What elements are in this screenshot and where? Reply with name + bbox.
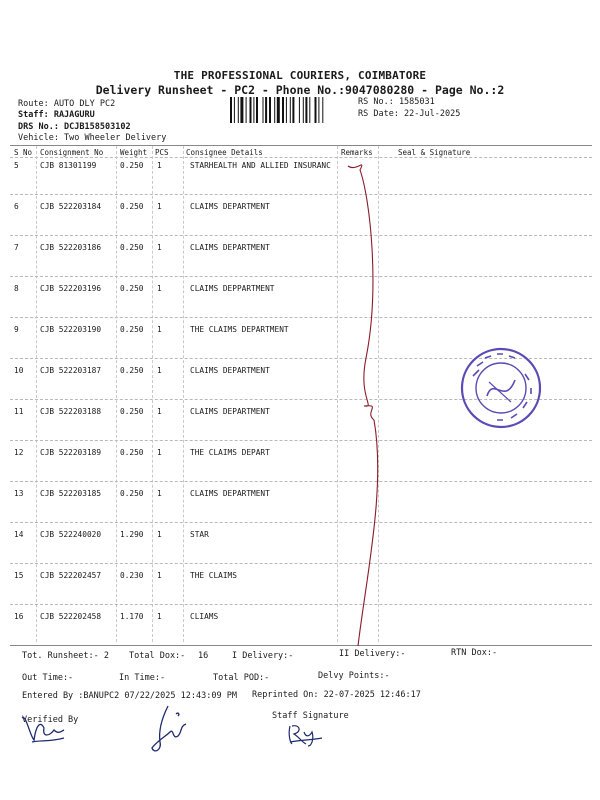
cell-pcs: 1 xyxy=(157,161,162,170)
table-row xyxy=(0,530,600,570)
staff-signature-label: Staff Signature xyxy=(272,711,349,721)
cell-sno: 16 xyxy=(14,612,24,621)
cell-consignee: STARHEALTH AND ALLIED INSURANC xyxy=(190,161,331,170)
verifier-signature xyxy=(20,712,68,746)
route-label: Route: AUTO DLY PC2 xyxy=(18,99,116,109)
table-row xyxy=(0,202,600,242)
cell-weight: 0.250 xyxy=(120,161,144,170)
cell-consignment-no: CJB 522203188 xyxy=(40,407,102,416)
vehicle-label: Vehicle: Two Wheeler Delivery xyxy=(18,133,167,143)
row-divider xyxy=(10,481,592,482)
cell-consignment-no: CJB 522203190 xyxy=(40,325,102,334)
cell-weight: 0.250 xyxy=(120,243,144,252)
cell-weight: 0.250 xyxy=(120,407,144,416)
cell-weight: 0.250 xyxy=(120,202,144,211)
col-header-consignment: Consignment No xyxy=(40,148,104,157)
entered-by: Entered By :BANUPC2 07/22/2025 12:43:09 PM xyxy=(22,691,237,701)
cell-consignee: THE CLAIMS DEPARTMENT xyxy=(190,325,289,334)
row-divider xyxy=(10,604,592,605)
cell-consignment-no: CJB 522203185 xyxy=(40,489,102,498)
verified-by-label: Verified By xyxy=(22,715,79,725)
cell-consignee: CLAIMS DEPARTMENT xyxy=(190,407,270,416)
cell-pcs: 1 xyxy=(157,571,162,580)
remarks-bracket-mark xyxy=(336,158,388,658)
cell-sno: 8 xyxy=(14,284,19,293)
cell-consignee: CLAIMS DEPPARTMENT xyxy=(190,284,275,293)
rs-date: RS Date: 22-Jul-2025 xyxy=(358,109,461,119)
cell-sno: 11 xyxy=(14,407,24,416)
rs-number: RS No.: 1585031 xyxy=(358,97,435,107)
cell-pcs: 1 xyxy=(157,202,162,211)
table-bottom-rule xyxy=(10,645,592,646)
cell-pcs: 1 xyxy=(157,407,162,416)
cell-consignee: THE CLAIMS xyxy=(190,571,237,580)
col-header-remarks: Remarks xyxy=(341,148,373,157)
cell-pcs: 1 xyxy=(157,243,162,252)
table-row xyxy=(0,489,600,529)
cell-consignee: CLAIMS DEPARTMENT xyxy=(190,202,270,211)
col-header-consignee: Consignee Details xyxy=(186,148,263,157)
col-header-sno: S No xyxy=(14,148,33,157)
cell-consignment-no: CJB 522203184 xyxy=(40,202,102,211)
total-dox-value: 16 xyxy=(198,651,209,661)
cell-sno: 14 xyxy=(14,530,24,539)
cell-sno: 10 xyxy=(14,366,24,375)
cell-consignee: CLAIMS DEPARTMENT xyxy=(190,489,270,498)
barcode-image xyxy=(229,97,353,123)
ii-delivery: II Delivery:- xyxy=(339,649,406,659)
delivery-points: Delvy Points:- xyxy=(318,671,390,681)
company-seal-stamp xyxy=(459,346,543,430)
table-row xyxy=(0,284,600,324)
cell-consignee: STAR xyxy=(190,530,209,539)
out-time: Out Time:- xyxy=(22,673,74,683)
row-divider xyxy=(10,235,592,236)
table-row xyxy=(0,448,600,488)
total-dox-label: Total Dox:- xyxy=(129,651,186,661)
cell-consignment-no: CJB 522202457 xyxy=(40,571,102,580)
row-divider xyxy=(10,276,592,277)
cell-consignment-no: CJB 522202458 xyxy=(40,612,102,621)
drs-number: DRS No.: DCJB158503102 xyxy=(18,122,131,132)
cell-weight: 0.250 xyxy=(120,325,144,334)
handwritten-signature xyxy=(148,702,190,758)
cell-consignment-no: CJB 81301199 xyxy=(40,161,97,170)
cell-consignment-no: CJB 522203186 xyxy=(40,243,102,252)
col-header-pcs: PCS xyxy=(155,148,169,157)
cell-consignment-no: CJB 522203196 xyxy=(40,284,102,293)
staff-label: Staff: RAJAGURU xyxy=(18,110,95,120)
cell-weight: 1.290 xyxy=(120,530,144,539)
cell-sno: 13 xyxy=(14,489,24,498)
row-divider xyxy=(10,194,592,195)
row-divider xyxy=(10,317,592,318)
table-header-rule xyxy=(10,157,592,158)
cell-sno: 7 xyxy=(14,243,19,252)
col-header-seal-signature: Seal & Signature xyxy=(398,148,471,157)
table-top-rule xyxy=(10,145,592,146)
company-name: THE PROFESSIONAL COURIERS, COIMBATORE xyxy=(173,69,427,82)
cell-weight: 0.250 xyxy=(120,448,144,457)
rtn-dox: RTN Dox:- xyxy=(451,648,498,658)
cell-consignment-no: CJB 522203189 xyxy=(40,448,102,457)
cell-sno: 5 xyxy=(14,161,19,170)
table-row xyxy=(0,612,600,652)
cell-pcs: 1 xyxy=(157,530,162,539)
cell-sno: 6 xyxy=(14,202,19,211)
in-time: In Time:- xyxy=(119,673,166,683)
cell-weight: 1.170 xyxy=(120,612,144,621)
cell-consignee: THE CLAIMS DEPART xyxy=(190,448,270,457)
cell-consignee: CLAIMS DEPARTMENT xyxy=(190,366,270,375)
cell-pcs: 1 xyxy=(157,448,162,457)
total-runsheet: Tot. Runsheet:- 2 xyxy=(22,651,109,661)
cell-sno: 15 xyxy=(14,571,24,580)
row-divider xyxy=(10,522,592,523)
i-delivery: I Delivery:- xyxy=(232,651,294,661)
cell-pcs: 1 xyxy=(157,366,162,375)
staff-signature xyxy=(286,722,326,748)
cell-weight: 0.230 xyxy=(120,571,144,580)
cell-consignee: CLAIMS DEPARTMENT xyxy=(190,243,270,252)
total-pod: Total POD:- xyxy=(213,673,270,683)
cell-weight: 0.250 xyxy=(120,366,144,375)
table-row xyxy=(0,243,600,283)
col-header-weight: Weight xyxy=(120,148,148,157)
table-row xyxy=(0,571,600,611)
cell-sno: 12 xyxy=(14,448,24,457)
table-row xyxy=(0,161,600,201)
cell-pcs: 1 xyxy=(157,325,162,334)
reprinted-on: Reprinted On: 22-07-2025 12:46:17 xyxy=(252,690,421,700)
cell-weight: 0.250 xyxy=(120,284,144,293)
row-divider xyxy=(10,563,592,564)
cell-pcs: 1 xyxy=(157,489,162,498)
runsheet-title: Delivery Runsheet - PC2 - Phone No.:9047080280 - Page No.:2 xyxy=(95,83,505,97)
cell-consignment-no: CJB 522203187 xyxy=(40,366,102,375)
row-divider xyxy=(10,440,592,441)
cell-weight: 0.250 xyxy=(120,489,144,498)
cell-pcs: 1 xyxy=(157,284,162,293)
cell-sno: 9 xyxy=(14,325,19,334)
cell-consignee: CLIAMS xyxy=(190,612,219,621)
cell-consignment-no: CJB 522240020 xyxy=(40,530,102,539)
cell-pcs: 1 xyxy=(157,612,162,621)
